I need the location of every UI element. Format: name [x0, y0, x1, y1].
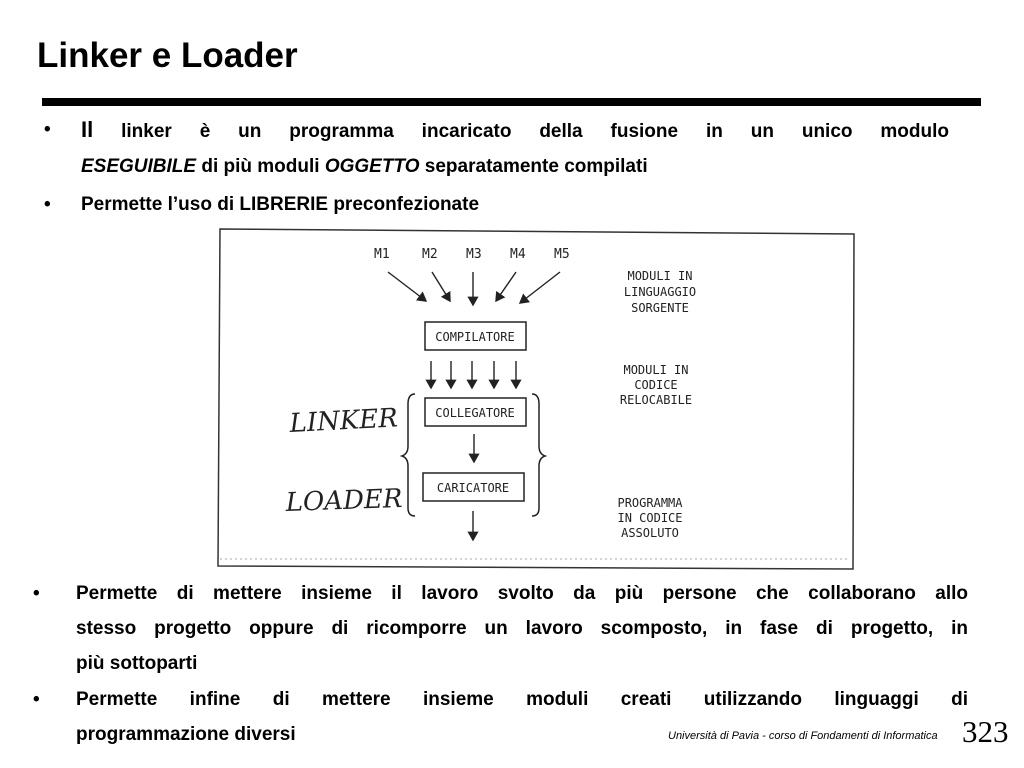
side-note-assoluto-1: PROGRAMMA	[617, 496, 683, 510]
linker-loader-diagram	[214, 226, 856, 572]
bullet-line: Permette infine di mettere insieme moduli creati utilizzando linguaggi di	[76, 689, 968, 710]
module-label-m3: M3	[466, 247, 482, 262]
side-note-sorgente-2: LINGUAGGIO	[623, 285, 697, 299]
linker-handwritten-label: LINKER	[288, 403, 399, 439]
bullet-il-word: Il	[81, 117, 94, 142]
bullet-line: più sottoparti	[76, 653, 198, 674]
bullet-marker: •	[33, 583, 40, 604]
side-note-relocabile-3: RELOCABILE	[619, 393, 693, 407]
bullet-line1-rest: linker è un programma incaricato della fusione in un unico modulo	[121, 121, 949, 142]
side-note-sorgente-3: SORGENTE	[631, 301, 689, 315]
module-label-m4: M4	[510, 247, 526, 262]
bullet-marker: •	[33, 689, 40, 710]
side-note-relocabile-2: CODICE	[634, 378, 678, 392]
bullet-marker: •	[44, 194, 51, 215]
left-brace	[402, 394, 415, 516]
side-note-assoluto-3: ASSOLUTO	[621, 526, 679, 540]
bullet-marker: •	[44, 119, 51, 140]
bullet-librerie	[44, 187, 949, 222]
collegatore-label: COLLEGATORE	[435, 406, 515, 420]
side-note-sorgente-1: MODULI IN	[627, 269, 693, 283]
module-label-m2: M2	[422, 247, 438, 262]
title-divider	[42, 98, 981, 106]
compilatore-label: COMPILATORE	[435, 330, 515, 344]
loader-handwritten-label: LOADER	[285, 483, 403, 518]
bullet-mid: di più moduli	[201, 156, 320, 177]
bullet-line: programmazione diversi	[76, 724, 296, 745]
module-label-m5: M5	[554, 247, 570, 262]
bullet-line	[81, 149, 949, 184]
term-oggetto: OGGETTO	[324, 156, 420, 177]
bullet-text: Permette l’uso di LIBRERIE preconfezionate	[81, 194, 480, 215]
page-title: Linker e Loader	[37, 36, 298, 75]
footer-credit: Università di Pavia - corso di Fondamenti di Informatica	[668, 730, 938, 742]
side-note-assoluto-2: IN CODICE	[617, 511, 683, 525]
bullet-collaborazione	[33, 576, 968, 681]
bullet-linker-definition	[44, 112, 949, 184]
bullet-line	[81, 112, 949, 149]
page-number: 323	[962, 714, 1009, 749]
right-brace	[532, 394, 545, 516]
caricatore-label: CARICATORE	[436, 481, 510, 495]
bullet-line: Permette di mettere insieme il lavoro svolto da più persone che collaborano allo	[76, 583, 968, 604]
object-module-arrows	[431, 361, 516, 388]
bullet-end: separatamente compilati	[424, 156, 648, 177]
bullet-line: stesso progetto oppure di ricomporre un lavoro scomposto, in fase di progetto, in	[76, 618, 968, 639]
module-label-m1: M1	[374, 247, 390, 262]
converging-arrows	[388, 272, 560, 305]
diagram-frame	[218, 229, 854, 569]
side-note-relocabile-1: MODULI IN	[623, 363, 689, 377]
term-eseguibile: ESEGUIBILE	[81, 156, 197, 177]
